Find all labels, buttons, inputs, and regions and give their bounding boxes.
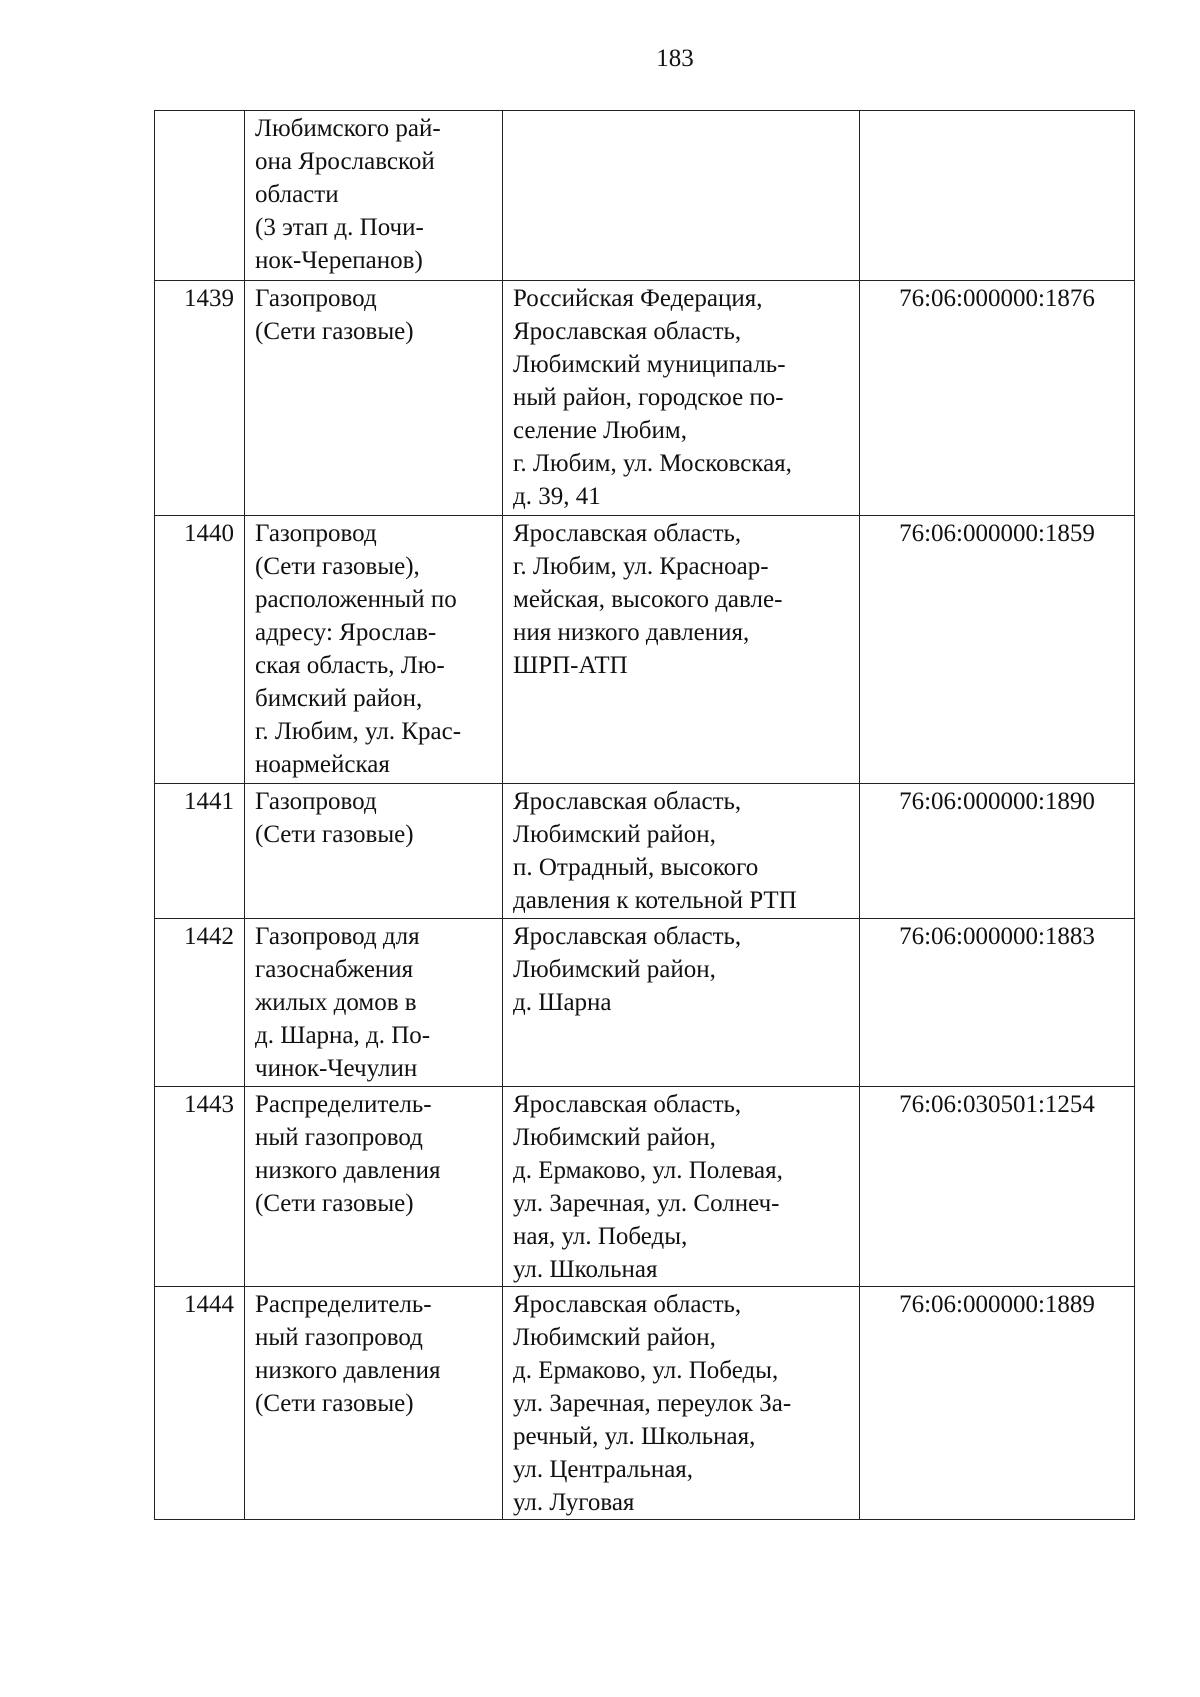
object-name-line: Любимского рай-: [255, 115, 441, 142]
object-name-line: ный газопровод: [255, 1324, 423, 1351]
address-line: давления к котельной РТП: [513, 887, 797, 914]
object-name-line: Газопровод: [255, 788, 377, 815]
object-name-cell: [245, 1087, 503, 1287]
address-line: селение Любим,: [513, 417, 687, 444]
address-line: Ярославская область,: [513, 1091, 742, 1118]
object-name-line: расположенный по: [255, 586, 457, 613]
table-row: [155, 516, 1135, 784]
address-line: Любимский район,: [513, 821, 716, 848]
address-cell: [503, 111, 860, 281]
object-name-line: низкого давления: [255, 1357, 441, 1384]
page-number: 183: [656, 45, 694, 72]
cadastral-number-cell: 76:06:000000:1890: [860, 784, 1135, 919]
address-line: г. Любим, ул. Московская,: [513, 450, 792, 477]
address-line: ная, ул. Победы,: [513, 1223, 688, 1250]
address-line: Любимский район,: [513, 1324, 716, 1351]
registry-table: [154, 110, 1135, 1520]
address-line: мейская, высокого давле-: [513, 586, 783, 613]
object-name-line: д. Шарна, д. По-: [255, 1022, 431, 1049]
table-row: [155, 111, 1135, 281]
cadastral-number-cell: 76:06:000000:1859: [860, 516, 1135, 784]
address-line: Любимский район,: [513, 956, 716, 983]
address-line: Ярославская область,: [513, 520, 742, 547]
object-name-line: (Сети газовые): [255, 1190, 414, 1217]
address-line: д. Шарна: [513, 989, 612, 1016]
object-name-line: газоснабжения: [255, 956, 414, 983]
object-name-line: она Ярославской: [255, 148, 435, 175]
row-number-cell: 1439: [155, 281, 245, 516]
object-name-line: г. Любим, ул. Крас-: [255, 718, 462, 745]
object-name-line: области: [255, 181, 339, 208]
object-name-cell: [245, 111, 503, 281]
cadastral-number-cell: 76:06:000000:1883: [860, 919, 1135, 1087]
address-line: Ярославская область,: [513, 1291, 742, 1318]
address-line: Ярославская область,: [513, 923, 742, 950]
address-cell: [503, 1287, 860, 1520]
address-line: г. Любим, ул. Красноар-: [513, 553, 769, 580]
object-name-cell: [245, 919, 503, 1087]
object-name-line: (Сети газовые): [255, 821, 414, 848]
object-name-line: жилых домов в: [255, 989, 417, 1016]
table-row: [155, 919, 1135, 1087]
object-name-line: Распределитель-: [255, 1291, 432, 1318]
address-line: п. Отрадный, высокого: [513, 854, 759, 881]
row-number-cell: 1440: [155, 516, 245, 784]
cadastral-number-cell: 76:06:030501:1254: [860, 1087, 1135, 1287]
cadastral-number-cell: [860, 111, 1135, 281]
object-name-line: ный газопровод: [255, 1124, 423, 1151]
object-name-line: Газопровод: [255, 520, 377, 547]
object-name-line: низкого давления: [255, 1157, 441, 1184]
object-name-line: Газопровод: [255, 285, 377, 312]
address-line: ный район, городское по-: [513, 384, 784, 411]
address-line: ул. Школьная: [513, 1256, 658, 1283]
object-name-line: (Сети газовые): [255, 1390, 414, 1417]
row-number-cell: [155, 111, 245, 281]
address-line: речный, ул. Школьная,: [513, 1423, 756, 1450]
row-number-cell: 1441: [155, 784, 245, 919]
address-line: д. 39, 41: [513, 483, 601, 510]
address-line: ул. Центральная,: [513, 1456, 694, 1483]
cadastral-number-cell: 76:06:000000:1889: [860, 1287, 1135, 1520]
address-line: Любимский муниципаль-: [513, 351, 786, 378]
address-cell: [503, 784, 860, 919]
row-number-cell: 1442: [155, 919, 245, 1087]
address-line: ул. Заречная, ул. Солнеч-: [513, 1190, 780, 1217]
object-name-cell: [245, 516, 503, 784]
object-name-line: бимский район,: [255, 685, 423, 712]
object-name-line: (3 этап д. Почи-: [255, 214, 424, 241]
object-name-line: ская область, Лю-: [255, 652, 445, 679]
address-line: ул. Луговая: [513, 1489, 635, 1516]
registry-table-body: [155, 111, 1135, 1520]
address-line: д. Ермаково, ул. Полевая,: [513, 1157, 783, 1184]
table-row: [155, 1087, 1135, 1287]
address-line: ния низкого давления,: [513, 619, 750, 646]
address-cell: [503, 516, 860, 784]
row-number-cell: 1444: [155, 1287, 245, 1520]
address-line: Российская Федерация,: [513, 285, 763, 312]
object-name-line: (Сети газовые),: [255, 553, 420, 580]
address-line: ул. Заречная, переулок За-: [513, 1390, 792, 1417]
address-line: Ярославская область,: [513, 318, 742, 345]
object-name-line: ноармейская: [255, 751, 390, 778]
object-name-cell: [245, 281, 503, 516]
address-line: д. Ермаково, ул. Победы,: [513, 1357, 779, 1384]
object-name-line: Распределитель-: [255, 1091, 432, 1118]
row-number-cell: 1443: [155, 1087, 245, 1287]
address-cell: [503, 281, 860, 516]
address-line: Любимский район,: [513, 1124, 716, 1151]
address-line: Ярославская область,: [513, 788, 742, 815]
table-row: [155, 281, 1135, 516]
object-name-line: нок-Черепанов): [255, 247, 423, 274]
table-row: [155, 1287, 1135, 1520]
address-cell: [503, 919, 860, 1087]
object-name-line: (Сети газовые): [255, 318, 414, 345]
address-line: ШРП-АТП: [513, 652, 628, 679]
object-name-line: чинок-Чечулин: [255, 1055, 418, 1082]
object-name-line: Газопровод для: [255, 923, 420, 950]
table-row: [155, 784, 1135, 919]
object-name-cell: [245, 1287, 503, 1520]
cadastral-number-cell: 76:06:000000:1876: [860, 281, 1135, 516]
address-cell: [503, 1087, 860, 1287]
object-name-cell: [245, 784, 503, 919]
object-name-line: адресу: Ярослав-: [255, 619, 437, 646]
